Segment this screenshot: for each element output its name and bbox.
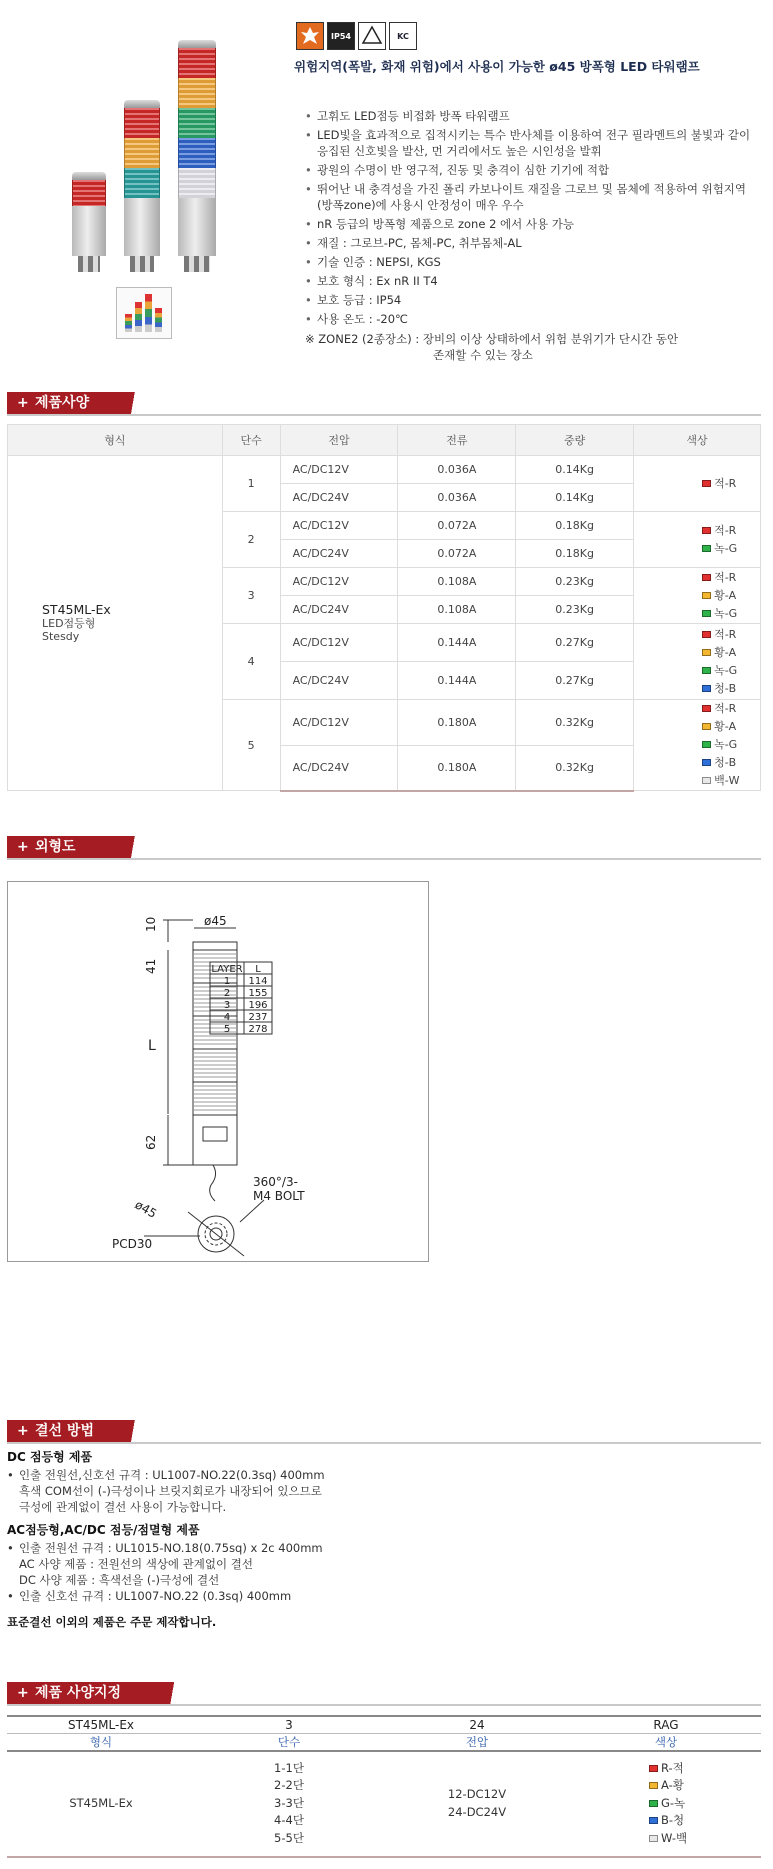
- color-item: [702, 718, 760, 736]
- tower-lamp-5-tier: [178, 40, 216, 272]
- wiring-line: AC 사양 제품 : 전원선의 색상에 관계없이 결선: [19, 1557, 254, 1571]
- table-header-row: [8, 425, 761, 456]
- list-item: • 뛰어난 내 충격성을 가진 폴리 카보나이트 재질을 그로브 및 몸체에 적용하여 위험지역(방폭zone)에 사용시 안정성이 매우 우수: [305, 181, 755, 213]
- product-header: [0, 0, 773, 390]
- section-heading-dimension: + 외형도: [7, 836, 159, 858]
- page-title: 위험지역(폭발, 화재 위험)에서 사용이 가능한 ø45 방폭형 LED 타워램프: [294, 59, 700, 74]
- voltage-option: 24-DC24V: [447, 1804, 507, 1819]
- color-item: [702, 605, 760, 623]
- label-model: 형식: [7, 1733, 195, 1751]
- weight-cell: 0.32Kg: [516, 745, 634, 791]
- dim-bolt-angle: 360°/3-: [253, 1175, 298, 1189]
- color-item: [702, 522, 760, 540]
- voltage-option: 12-DC12V: [447, 1787, 507, 1801]
- tier-cell: 2: [222, 512, 280, 568]
- dim-top: 10: [144, 916, 158, 932]
- color-option: [649, 1777, 761, 1795]
- feature-list: [305, 108, 755, 330]
- voltage-cell: AC/DC24V: [280, 484, 398, 512]
- color-swatch-icon: [702, 723, 711, 730]
- current-cell: 0.144A: [398, 662, 516, 700]
- voltage-cell: AC/DC12V: [280, 700, 398, 746]
- layer-table-header: L: [255, 964, 261, 975]
- list-item: • 사용 온도 : -20℃: [305, 311, 755, 327]
- example-voltage: 24: [383, 1716, 571, 1733]
- column-header: 형식: [8, 425, 223, 456]
- option-model: ST45ML-Ex: [7, 1751, 195, 1857]
- weight-cell: 0.27Kg: [516, 624, 634, 662]
- current-cell: 0.072A: [398, 540, 516, 568]
- color-swatch-icon: [649, 1800, 658, 1807]
- wiring-line: 극성에 관계없이 결선 사용이 가능합니다.: [19, 1500, 227, 1514]
- color-item: [702, 644, 760, 662]
- dimension-drawing: [7, 881, 429, 1262]
- model-cell: [8, 456, 223, 791]
- color-label: 적-R: [714, 627, 737, 641]
- color-label: 녹-G: [714, 541, 738, 555]
- color-label: 녹-G: [714, 606, 738, 620]
- column-header: 중량: [516, 425, 634, 456]
- color-label: 황-A: [714, 645, 737, 659]
- color-swatch-icon: [702, 574, 711, 581]
- color-item: [702, 569, 760, 587]
- ordering-label-row: [7, 1733, 761, 1751]
- color-swatch-icon: [702, 610, 711, 617]
- voltage-cell: AC/DC24V: [280, 596, 398, 624]
- label-tier: 단수: [195, 1733, 383, 1751]
- color-item: [702, 662, 760, 680]
- dimension-drawing-svg: [8, 882, 428, 1261]
- voltage-cell: AC/DC24V: [280, 745, 398, 791]
- layer-table-cell: 5: [223, 1024, 231, 1035]
- color-label: 녹-G: [714, 663, 738, 677]
- color-item: [702, 772, 760, 790]
- voltage-cell: AC/DC12V: [280, 624, 398, 662]
- nepsi-icon: [358, 22, 386, 50]
- dim-tier: 41: [144, 958, 158, 974]
- color-item: [702, 736, 760, 754]
- list-item: • 광원의 수명이 반 영구적, 진동 및 충격이 심한 기기에 적합: [305, 162, 755, 178]
- layer-table-cell: 2: [223, 988, 231, 999]
- voltage-cell: AC/DC24V: [280, 662, 398, 700]
- color-option: [649, 1830, 761, 1848]
- current-cell: 0.108A: [398, 568, 516, 596]
- ordering-table: [7, 1715, 761, 1858]
- explosion-proof-icon: [296, 22, 324, 50]
- color-swatch-icon: [702, 741, 711, 748]
- dim-diameter: ø45: [204, 914, 227, 928]
- weight-cell: 0.27Kg: [516, 662, 634, 700]
- color-option: [649, 1760, 761, 1778]
- ordering-options-row: [7, 1751, 761, 1857]
- color-swatch-icon: [702, 759, 711, 766]
- color-swatch-icon: [702, 685, 711, 692]
- label-voltage: 전압: [383, 1733, 571, 1751]
- weight-cell: 0.14Kg: [516, 456, 634, 484]
- current-cell: 0.072A: [398, 512, 516, 540]
- current-cell: 0.108A: [398, 596, 516, 624]
- color-item: [702, 540, 760, 558]
- wiring-ac-block: [7, 1522, 707, 1604]
- color-swatch-icon: [649, 1765, 658, 1772]
- custom-order-note: 표준결선 이외의 제품은 주문 제작합니다.: [7, 1615, 217, 1629]
- list-item: • 보호 등급 : IP54: [305, 292, 755, 308]
- color-swatch-icon: [649, 1835, 658, 1842]
- wiring-line: • 인출 신호선 규격 : UL1007-NO.22 (0.3sq) 400mm: [7, 1588, 707, 1604]
- list-item: • nR 등급의 방폭형 제품으로 zone 2 에서 사용 가능: [305, 216, 755, 232]
- zone-note-line1: ※ ZONE2 (2종장소) : 장비의 이상 상태하에서 위험 분위기가 단시간 동안: [305, 332, 679, 346]
- color-cell: [634, 568, 761, 624]
- option-colors: [571, 1751, 761, 1857]
- current-cell: 0.180A: [398, 745, 516, 791]
- section-divider: [7, 1442, 761, 1444]
- certification-badges: [296, 22, 417, 50]
- model-mode: Stesdy: [42, 630, 80, 643]
- voltage-cell: AC/DC24V: [280, 540, 398, 568]
- color-label: 적-R: [714, 702, 737, 715]
- tier-cell: 5: [222, 700, 280, 791]
- layer-table-cell: 237: [248, 1012, 268, 1023]
- example-model: ST45ML-Ex: [7, 1716, 195, 1733]
- color-cell: [634, 700, 761, 791]
- layer-table-cell: 196: [248, 1000, 268, 1011]
- dim-bolt: M4 BOLT: [253, 1189, 305, 1203]
- example-color: RAG: [571, 1716, 761, 1733]
- color-label: 녹-G: [714, 738, 738, 751]
- section-heading-ordering: + 제품 사양지정: [7, 1682, 207, 1704]
- layer-table-cell: 278: [248, 1024, 268, 1035]
- tier-option: 5-5단: [274, 1830, 304, 1845]
- tier-cell: 4: [222, 624, 280, 700]
- color-label: B-청: [661, 1813, 685, 1828]
- layer-table-cell: 114: [248, 976, 268, 987]
- voltage-cell: AC/DC12V: [280, 512, 398, 540]
- product-photo: [66, 22, 216, 272]
- color-swatch-icon: [702, 527, 711, 534]
- column-header: 전류: [398, 425, 516, 456]
- ip54-icon: IP54: [327, 22, 355, 50]
- dim-length: L: [148, 1038, 156, 1054]
- tier-option: 1-1단: [274, 1760, 304, 1775]
- list-item: • 기술 인증 : NEPSI, KGS: [305, 254, 755, 270]
- current-cell: 0.036A: [398, 456, 516, 484]
- color-label: 청-B: [714, 756, 737, 769]
- current-cell: 0.180A: [398, 700, 516, 746]
- wiring-line: • 인출 전원선,신호선 규격 : UL1007-NO.22(0.3sq) 400mm: [7, 1467, 707, 1483]
- wiring-dc-block: [7, 1449, 707, 1515]
- color-label: 황-A: [714, 720, 737, 733]
- list-item: • 재질 : 그로브-PC, 몸체-PC, 취부몸체-AL: [305, 235, 755, 251]
- color-option: [649, 1795, 761, 1813]
- tier-option: 2-2단: [274, 1778, 304, 1793]
- color-swatch-icon: [702, 480, 711, 487]
- section-divider: [7, 1704, 761, 1706]
- color-label: 백-W: [714, 774, 740, 787]
- model-type: LED점등형: [42, 617, 96, 630]
- dim-pcd: PCD30: [112, 1237, 153, 1251]
- wiring-line: DC 사양 제품 : 흑색선을 (-)극성에 결선: [19, 1573, 220, 1587]
- color-item: [702, 700, 760, 718]
- color-item: [702, 754, 760, 772]
- tower-lamp-1-tier: [72, 172, 106, 272]
- color-label: 적-R: [714, 476, 737, 490]
- weight-cell: 0.23Kg: [516, 596, 634, 624]
- color-swatch-icon: [649, 1782, 658, 1789]
- weight-cell: 0.23Kg: [516, 568, 634, 596]
- color-swatch-icon: [702, 777, 711, 784]
- color-item: [702, 626, 760, 644]
- list-item: • 고휘도 LED점등 비접화 방폭 타워램프: [305, 108, 755, 124]
- tier-option: 3-3단: [274, 1795, 304, 1810]
- section-divider: [7, 414, 761, 416]
- list-item: • 보호 형식 : Ex nR II T4: [305, 273, 755, 289]
- option-voltages: [383, 1751, 571, 1857]
- tier-option: 4-4단: [274, 1813, 304, 1828]
- color-label: 적-R: [714, 570, 737, 584]
- list-item: • LED빛을 효과적으로 집적시키는 특수 반사체를 이용하여 전구 필라멘트의 불빛과 같이 응집된 신호빛을 발산, 먼 거리에서도 높은 시인성을 발휘: [305, 127, 755, 159]
- weight-cell: 0.18Kg: [516, 512, 634, 540]
- tier-cell: 3: [222, 568, 280, 624]
- example-tier: 3: [195, 1716, 383, 1733]
- color-swatch-icon: [702, 592, 711, 599]
- tower-lamp-4-tier: [124, 100, 160, 272]
- color-label: 황-A: [714, 588, 737, 602]
- weight-cell: 0.32Kg: [516, 700, 634, 746]
- color-cell: [634, 624, 761, 700]
- color-swatch-icon: [702, 705, 711, 712]
- layer-table-cell: 4: [223, 1012, 231, 1023]
- wiring-dc-title: DC 점등형 제품: [7, 1450, 93, 1464]
- section-heading-spec: + 제품사양: [7, 392, 159, 414]
- color-label: 청-B: [714, 681, 737, 695]
- color-item: [702, 680, 760, 698]
- layer-table-cell: 1: [223, 976, 231, 987]
- model-name: ST45ML-Ex: [42, 602, 111, 617]
- section-heading-wiring: + 결선 방법: [7, 1420, 159, 1442]
- column-header: 단수: [222, 425, 280, 456]
- weight-cell: 0.18Kg: [516, 540, 634, 568]
- section-divider: [7, 858, 761, 860]
- weight-cell: 0.14Kg: [516, 484, 634, 512]
- voltage-cell: AC/DC12V: [280, 456, 398, 484]
- layer-table-cell: 3: [223, 1000, 231, 1011]
- wiring-line: 흑색 COM선이 (-)극성이나 브릿지회로가 내장되어 있으므로: [19, 1484, 322, 1498]
- zone-note-line2: 존재할 수 있는 장소: [433, 348, 533, 362]
- column-header: 전압: [280, 425, 398, 456]
- color-label: 적-R: [714, 523, 737, 537]
- color-label: W-백: [661, 1830, 688, 1845]
- color-cell: [634, 456, 761, 512]
- voltage-cell: AC/DC12V: [280, 568, 398, 596]
- color-swatch-icon: [649, 1817, 658, 1824]
- color-item: [702, 475, 760, 493]
- dim-base: 62: [144, 1134, 158, 1150]
- column-header: 색상: [634, 425, 761, 456]
- color-swatch-icon: [702, 649, 711, 656]
- color-swatch-icon: [702, 545, 711, 552]
- color-label: R-적: [661, 1760, 684, 1775]
- spec-table: [7, 424, 761, 792]
- color-swatch-icon: [702, 667, 711, 674]
- kc-mark-icon: KC: [389, 22, 417, 50]
- product-thumbnail[interactable]: [116, 287, 172, 339]
- color-label: G-녹: [661, 1795, 686, 1810]
- table-row: [8, 456, 761, 484]
- color-option: [649, 1812, 761, 1830]
- dim-diameter-base: ø45: [132, 1197, 160, 1221]
- wiring-line: • 인출 전원선 규격 : UL1015-NO.18(0.75sq) x 2c 400mm: [7, 1540, 707, 1556]
- layer-table-cell: 155: [248, 988, 268, 999]
- tier-cell: 1: [222, 456, 280, 512]
- color-swatch-icon: [702, 631, 711, 638]
- zone-note: [305, 331, 755, 363]
- current-cell: 0.036A: [398, 484, 516, 512]
- label-color: 색상: [571, 1733, 761, 1751]
- color-label: A-황: [661, 1778, 684, 1793]
- layer-table-header: LAYER: [211, 964, 243, 975]
- option-tiers: [195, 1751, 383, 1857]
- current-cell: 0.144A: [398, 624, 516, 662]
- color-cell: [634, 512, 761, 568]
- color-item: [702, 587, 760, 605]
- ordering-example-row: [7, 1716, 761, 1733]
- wiring-ac-title: AC점등형,AC/DC 점등/점멸형 제품: [7, 1523, 200, 1537]
